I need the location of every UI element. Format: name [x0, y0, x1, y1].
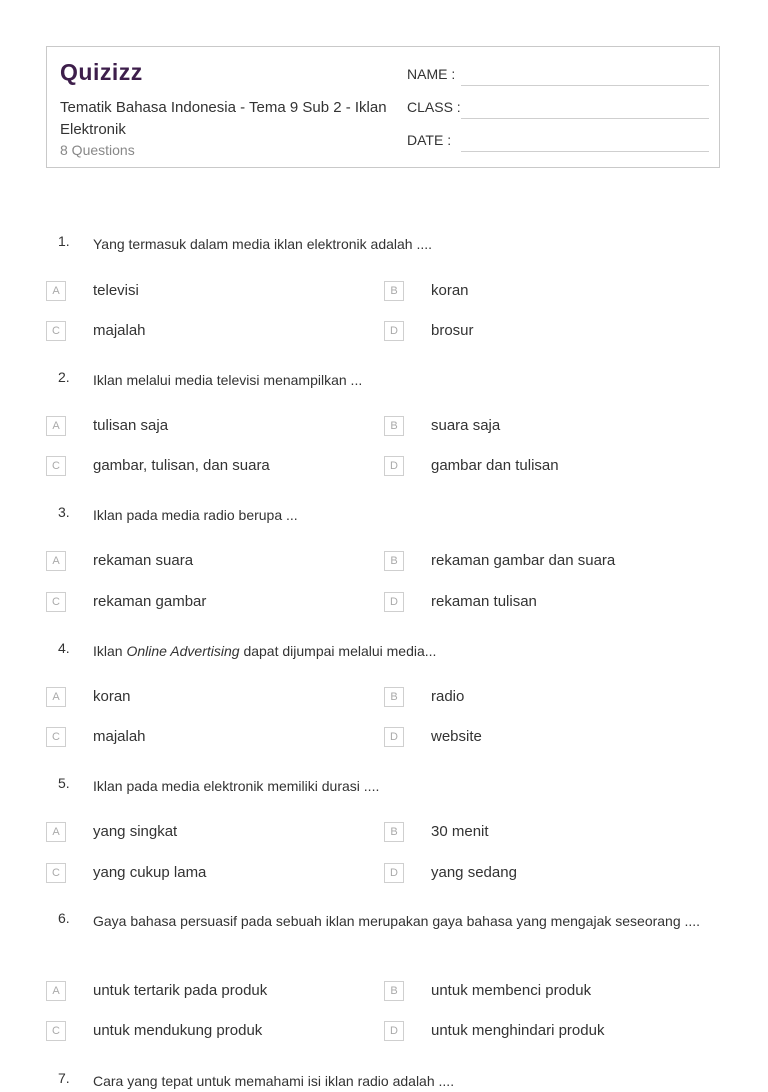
option-text: suara saja — [431, 417, 501, 434]
question-text: Cara yang tepat untuk memahami isi iklan radio adalah .... — [93, 1073, 455, 1089]
question-number: 7. — [58, 1070, 70, 1086]
question-text-start: Iklan — [93, 643, 127, 659]
option-letter-box: A — [46, 981, 66, 1001]
option-letter-box: D — [384, 863, 404, 883]
option-text: yang sedang — [431, 864, 517, 881]
option-letter-box: A — [46, 416, 66, 436]
option-text: website — [431, 728, 482, 745]
date-label: DATE : — [407, 132, 452, 148]
option-letter-box: C — [46, 863, 66, 883]
option-text: rekaman gambar dan suara — [431, 552, 616, 569]
option-letter-box: A — [46, 551, 66, 571]
question-count: 8 Questions — [60, 142, 135, 158]
question-text-italic: Online Advertising — [126, 643, 240, 659]
option-text: majalah — [93, 728, 146, 745]
option-letter-box: C — [46, 321, 66, 341]
option-letter-box: B — [384, 281, 404, 301]
option-text: koran — [93, 688, 131, 705]
option-text: rekaman gambar — [93, 593, 207, 610]
option-letter-box: C — [46, 727, 66, 747]
option-letter-box: A — [46, 822, 66, 842]
option-text: rekaman suara — [93, 552, 194, 569]
option-text: radio — [431, 688, 465, 705]
option-letter-box: D — [384, 1021, 404, 1041]
option-text: tulisan saja — [93, 417, 169, 434]
option-text: untuk membenci produk — [431, 982, 592, 999]
option-letter-box: D — [384, 321, 404, 341]
option-text: brosur — [431, 322, 474, 339]
question-text: Iklan melalui media televisi menampilkan ... — [93, 372, 363, 388]
option-letter-box: A — [46, 281, 66, 301]
option-letter-box: B — [384, 416, 404, 436]
question-number: 6. — [58, 910, 70, 926]
option-text: rekaman tulisan — [431, 593, 537, 610]
option-text: gambar, tulisan, dan suara — [93, 457, 270, 474]
class-line — [461, 118, 709, 119]
question-number: 2. — [58, 369, 70, 385]
question-text-end: dapat dijumpai melalui media... — [239, 643, 437, 659]
option-text: untuk mendukung produk — [93, 1022, 263, 1039]
option-text: gambar dan tulisan — [431, 457, 559, 474]
option-text: majalah — [93, 322, 146, 339]
option-letter-box: B — [384, 981, 404, 1001]
option-text: yang singkat — [93, 823, 178, 840]
worksheet-header — [46, 46, 720, 168]
date-line — [461, 151, 709, 152]
name-label: NAME : — [407, 66, 456, 82]
option-letter-box: D — [384, 456, 404, 476]
option-text: untuk menghindari produk — [431, 1022, 605, 1039]
question-number: 4. — [58, 640, 70, 656]
question-text: Iklan pada media radio berupa ... — [93, 507, 298, 523]
question-text: Gaya bahasa persuasif pada sebuah iklan merupakan gaya bahasa yang mengajak seseorang .... — [93, 913, 701, 929]
question-text: Iklan pada media elektronik memiliki durasi .... — [93, 778, 380, 794]
question-number: 3. — [58, 504, 70, 520]
option-text: untuk tertarik pada produk — [93, 982, 268, 999]
option-text: koran — [431, 282, 469, 299]
option-letter-box: A — [46, 687, 66, 707]
worksheet-title: Tematik Bahasa Indonesia - Tema 9 Sub 2 - Iklan Elektronik — [60, 99, 387, 138]
option-letter-box: D — [384, 727, 404, 747]
question-number: 5. — [58, 775, 70, 791]
option-letter-box: B — [384, 687, 404, 707]
name-field[interactable] — [407, 66, 709, 86]
option-letter-box: B — [384, 822, 404, 842]
date-field[interactable] — [407, 132, 709, 152]
option-letter-box: D — [384, 592, 404, 612]
class-field[interactable] — [407, 99, 709, 119]
option-letter-box: B — [384, 551, 404, 571]
question-text — [93, 640, 703, 662]
option-letter-box: C — [46, 592, 66, 612]
option-text: yang cukup lama — [93, 864, 207, 881]
name-line — [461, 85, 709, 86]
question-text: Yang termasuk dalam media iklan elektronik adalah .... — [93, 236, 433, 252]
option-letter-box: C — [46, 1021, 66, 1041]
quizizz-logo: Quizizz — [60, 59, 143, 85]
option-text: 30 menit — [431, 823, 489, 840]
class-label: CLASS : — [407, 99, 461, 115]
question-number: 1. — [58, 233, 70, 249]
option-letter-box: C — [46, 456, 66, 476]
option-text: televisi — [93, 282, 139, 299]
